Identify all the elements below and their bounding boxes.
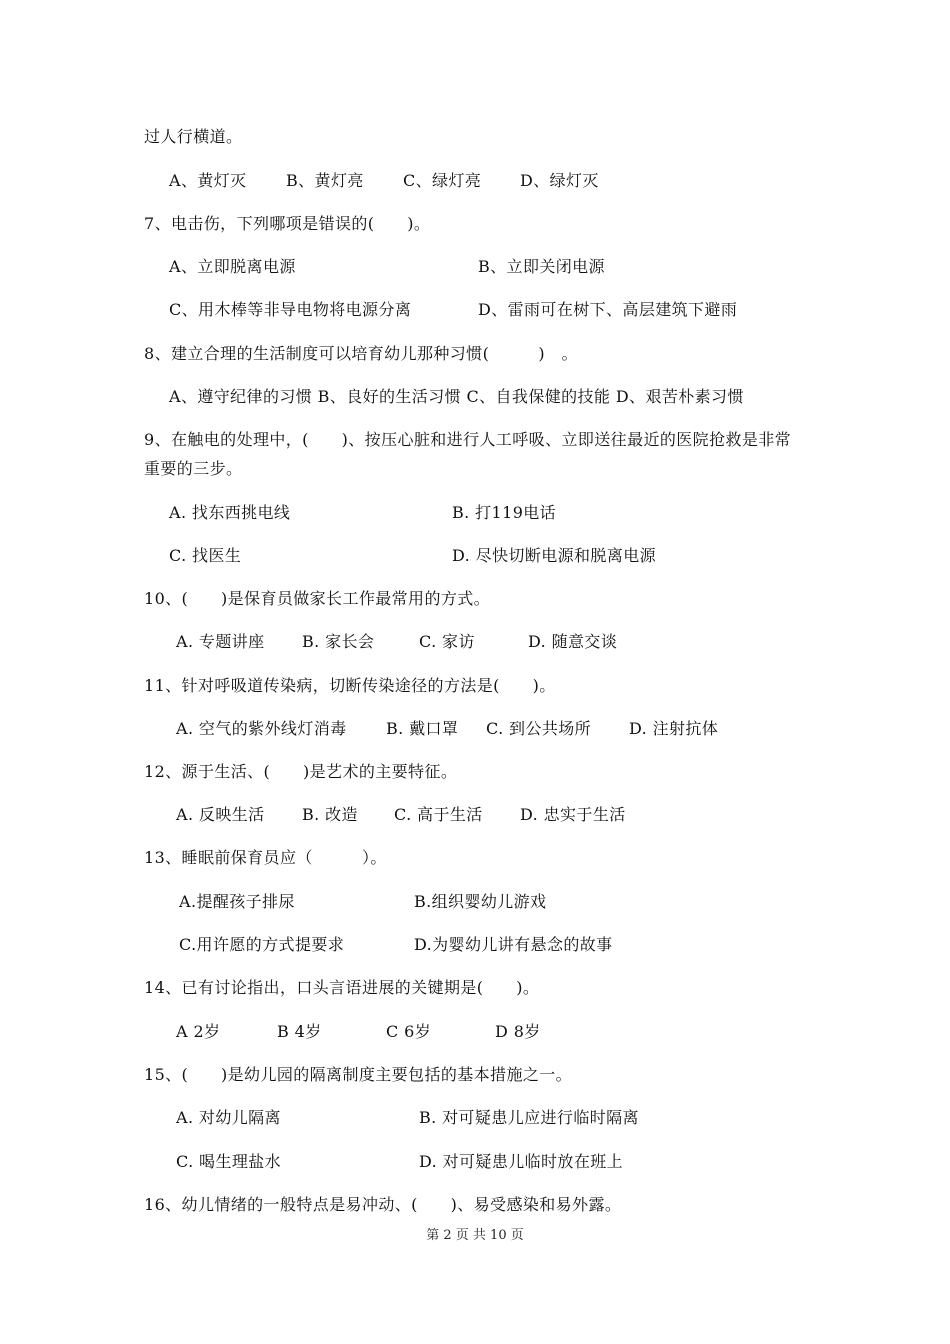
question-16-stem: 16、幼儿情绪的一般特点是易冲动、( )、易受感染和易外露。: [144, 1195, 622, 1214]
question-6-continuation: 过人行横道。: [144, 127, 243, 146]
option-d: D. 尽快切断电源和脱离电源: [452, 546, 657, 565]
question-10-stem: 10、( )是保育员做家长工作最常用的方式。: [144, 589, 491, 608]
option-d: D、绿灯灭: [520, 171, 599, 190]
question-12-stem: 12、源于生活、( )是艺术的主要特征。: [144, 762, 458, 781]
option-a: A 2岁: [176, 1022, 221, 1041]
question-11-stem: 11、针对呼吸道传染病，切断传染途径的方法是( )。: [144, 676, 556, 695]
question-9-stem: 9、在触电的处理中，( )、按压心脏和进行人工呼吸、立即送往最近的医院抢救是非常: [144, 430, 792, 449]
option-a: A. 反映生活: [176, 805, 265, 824]
option-b: B. 对可疑患儿应进行临时隔离: [419, 1108, 639, 1127]
option-a: A.提醒孩子排尿: [179, 892, 295, 911]
option-d: D. 注射抗体: [629, 719, 719, 738]
option-c: C、绿灯亮: [403, 171, 482, 190]
option-a: A. 找东西挑电线: [169, 503, 291, 522]
question-7-stem: 7、电击伤，下列哪项是错误的( )。: [144, 214, 431, 233]
option-b: B、黄灯亮: [286, 171, 364, 190]
option-b: B. 改造: [302, 805, 358, 824]
option-c: C. 家访: [419, 632, 475, 651]
option-c: C 6岁: [386, 1022, 432, 1041]
option-b: B、立即关闭电源: [478, 257, 605, 276]
question-13-stem: 13、睡眠前保育员应（ ）。: [144, 848, 387, 867]
option-b: B. 戴口罩: [386, 719, 459, 738]
option-d: D. 对可疑患儿临时放在班上: [419, 1152, 624, 1171]
option-d: D.为婴幼儿讲有悬念的故事: [414, 935, 613, 954]
question-15-stem: 15、( )是幼儿园的隔离制度主要包括的基本措施之一。: [144, 1065, 573, 1084]
option-a: A. 专题讲座: [176, 632, 265, 651]
option-c: C.用许愿的方式提要求: [179, 935, 345, 954]
option-row: A、遵守纪律的习惯 B、良好的生活习惯 C、自我保健的技能 D、艰苦朴素习惯: [169, 387, 744, 406]
option-a: A. 空气的紫外线灯消毒: [176, 719, 347, 738]
option-c: C、用木棒等非导电物将电源分离: [169, 300, 412, 319]
option-d: D. 忠实于生活: [520, 805, 626, 824]
option-d: D、雷雨可在树下、高层建筑下避雨: [478, 300, 738, 319]
question-14-stem: 14、已有讨论指出，口头言语进展的关键期是( )。: [144, 978, 540, 997]
option-a: A、立即脱离电源: [169, 257, 296, 276]
option-b: B. 家长会: [302, 632, 375, 651]
question-8-stem: 8、建立合理的生活制度可以培育幼儿那种习惯( ) 。: [144, 344, 578, 363]
option-a: A. 对幼儿隔离: [176, 1108, 281, 1127]
option-b: B 4岁: [277, 1022, 322, 1041]
option-c: C. 高于生活: [394, 805, 483, 824]
option-c: C. 到公共场所: [486, 719, 592, 738]
page-footer: 第 2 页 共 10 页: [426, 1228, 524, 1243]
option-d: D. 随意交谈: [528, 632, 618, 651]
option-d: D 8岁: [495, 1022, 541, 1041]
question-9-stem-line2: 重要的三步。: [144, 459, 243, 478]
option-b: B.组织婴幼儿游戏: [414, 892, 547, 911]
option-b: B. 打119电话: [452, 503, 557, 522]
option-a: A、黄灯灭: [169, 171, 247, 190]
option-c: C. 找医生: [169, 546, 242, 565]
option-c: C. 喝生理盐水: [176, 1152, 282, 1171]
